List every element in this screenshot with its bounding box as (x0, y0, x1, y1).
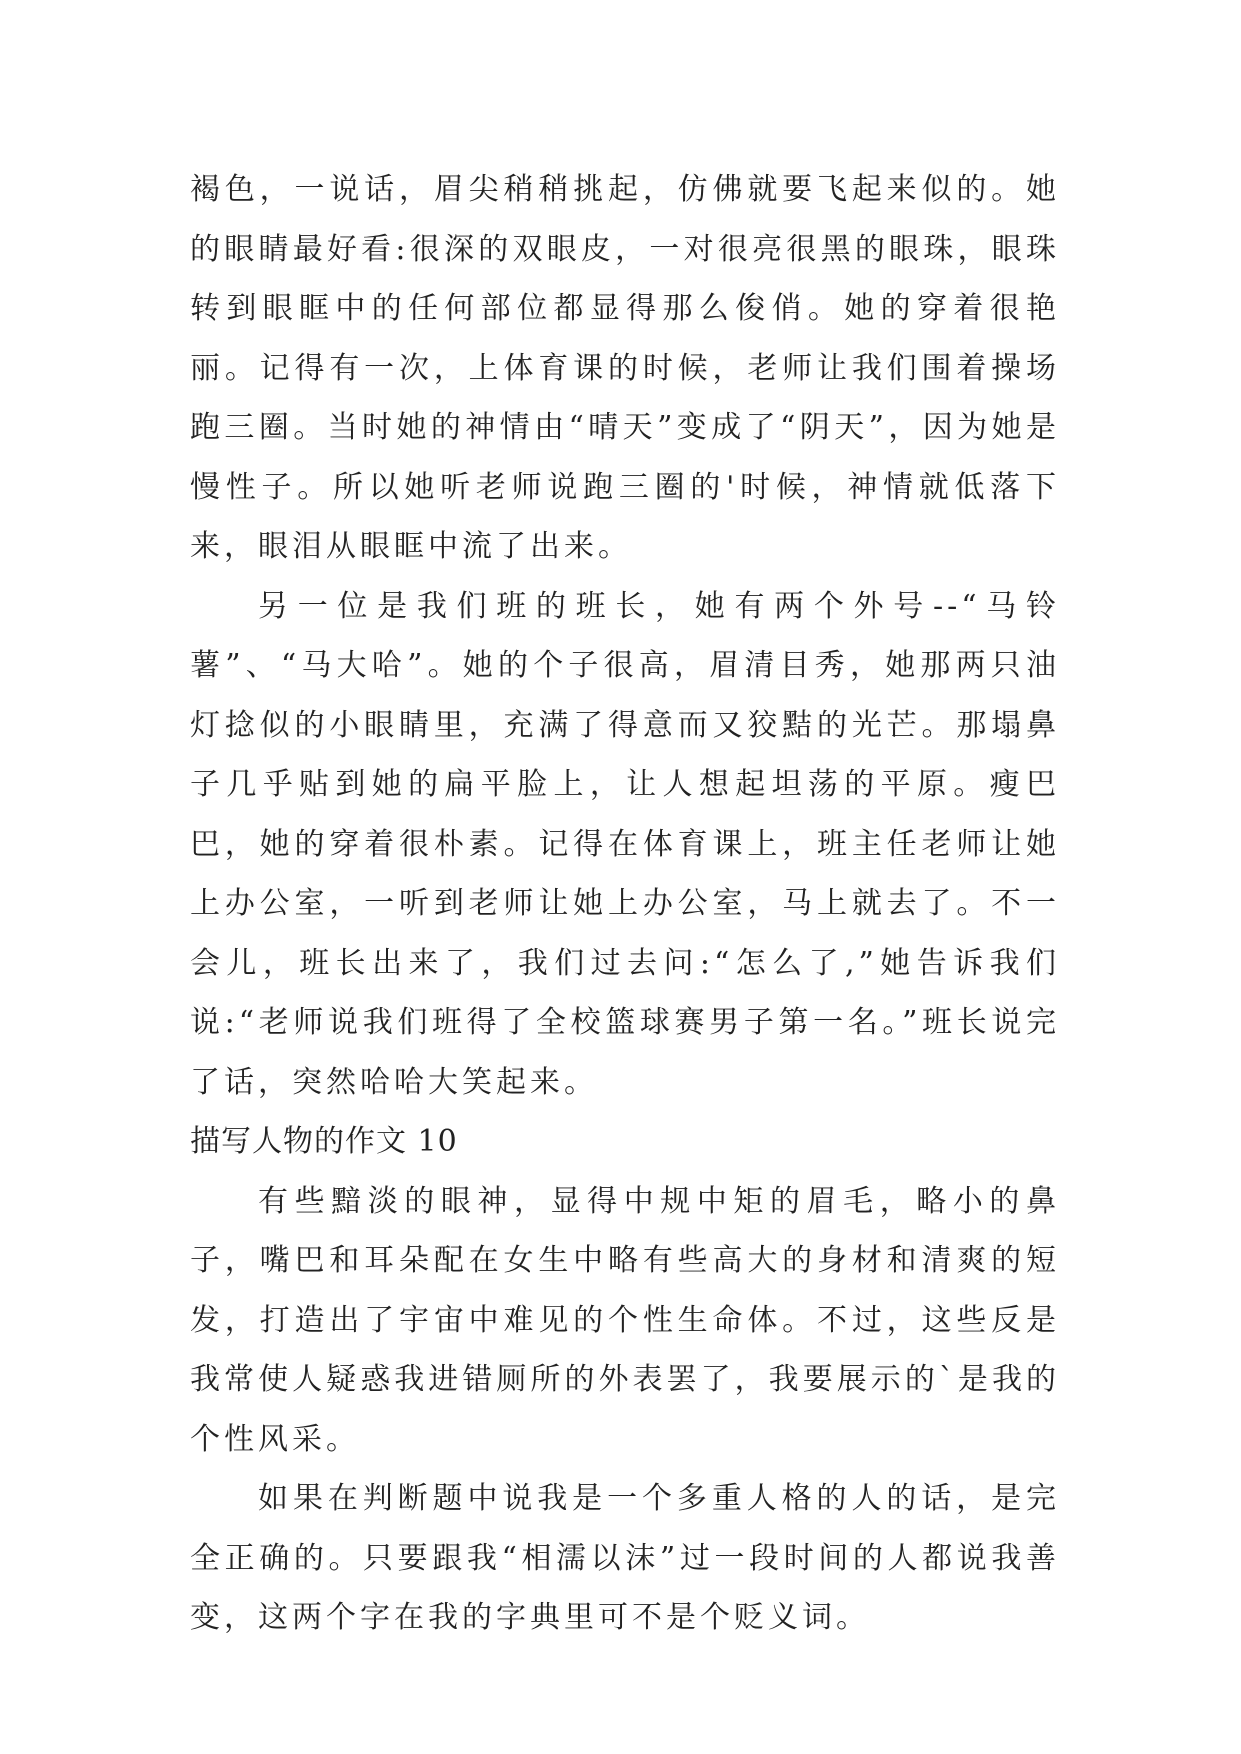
document-body (190, 160, 1060, 1648)
paragraph-2: 另一位是我们班的班长，她有两个外号--“马铃薯”、“马大哈”。她的个子很高，眉清目秀，她那两只油灯捻似的小眼睛里，充满了得意而又狡黠的光芒。那塌鼻子几乎贴到她的扁平脸上，让人想起坦荡的平原。瘦巴巴，她的穿着很朴素。记得在体育课上，班主任老师让她上办公室，一听到老师让她上办公室，马上就去了。不一会儿，班长出来了，我们过去问:“怎么了,”她告诉我们说:“老师说我们班得了全校篮球赛男子第一名。”班长说完了话，突然哈哈大笑起来。 (190, 588, 1060, 1100)
section-heading: 描写人物的作文 10 (190, 1124, 458, 1159)
paragraph-1: 褐色，一说话，眉尖稍稍挑起，仿佛就要飞起来似的。她的眼睛最好看:很深的双眼皮，一对很亮很黑的眼珠，眼珠转到眼眶中的任何部位都显得那么俊俏。她的穿着很艳丽。记得有一次，上体育课的时候，老师让我们围着操场跑三圈。当时她的神情由“晴天”变成了“阴天”，因为她是慢性子。所以她听老师说跑三圈的'时候，神情就低落下来，眼泪从眼眶中流了出来。 (190, 172, 1060, 564)
paragraph-4: 如果在判断题中说我是一个多重人格的人的话，是完全正确的。只要跟我“相濡以沫”过一段时间的人都说我善变，这两个字在我的字典里可不是个贬义词。 (190, 1481, 1060, 1635)
paragraph-3: 有些黯淡的眼神，显得中规中矩的眉毛，略小的鼻子，嘴巴和耳朵配在女生中略有些高大的身材和清爽的短发，打造出了宇宙中难见的个性生命体。不过，这些反是我常使人疑惑我进错厕所的外表罢了，我要展示的`是我的个性风采。 (190, 1183, 1060, 1457)
